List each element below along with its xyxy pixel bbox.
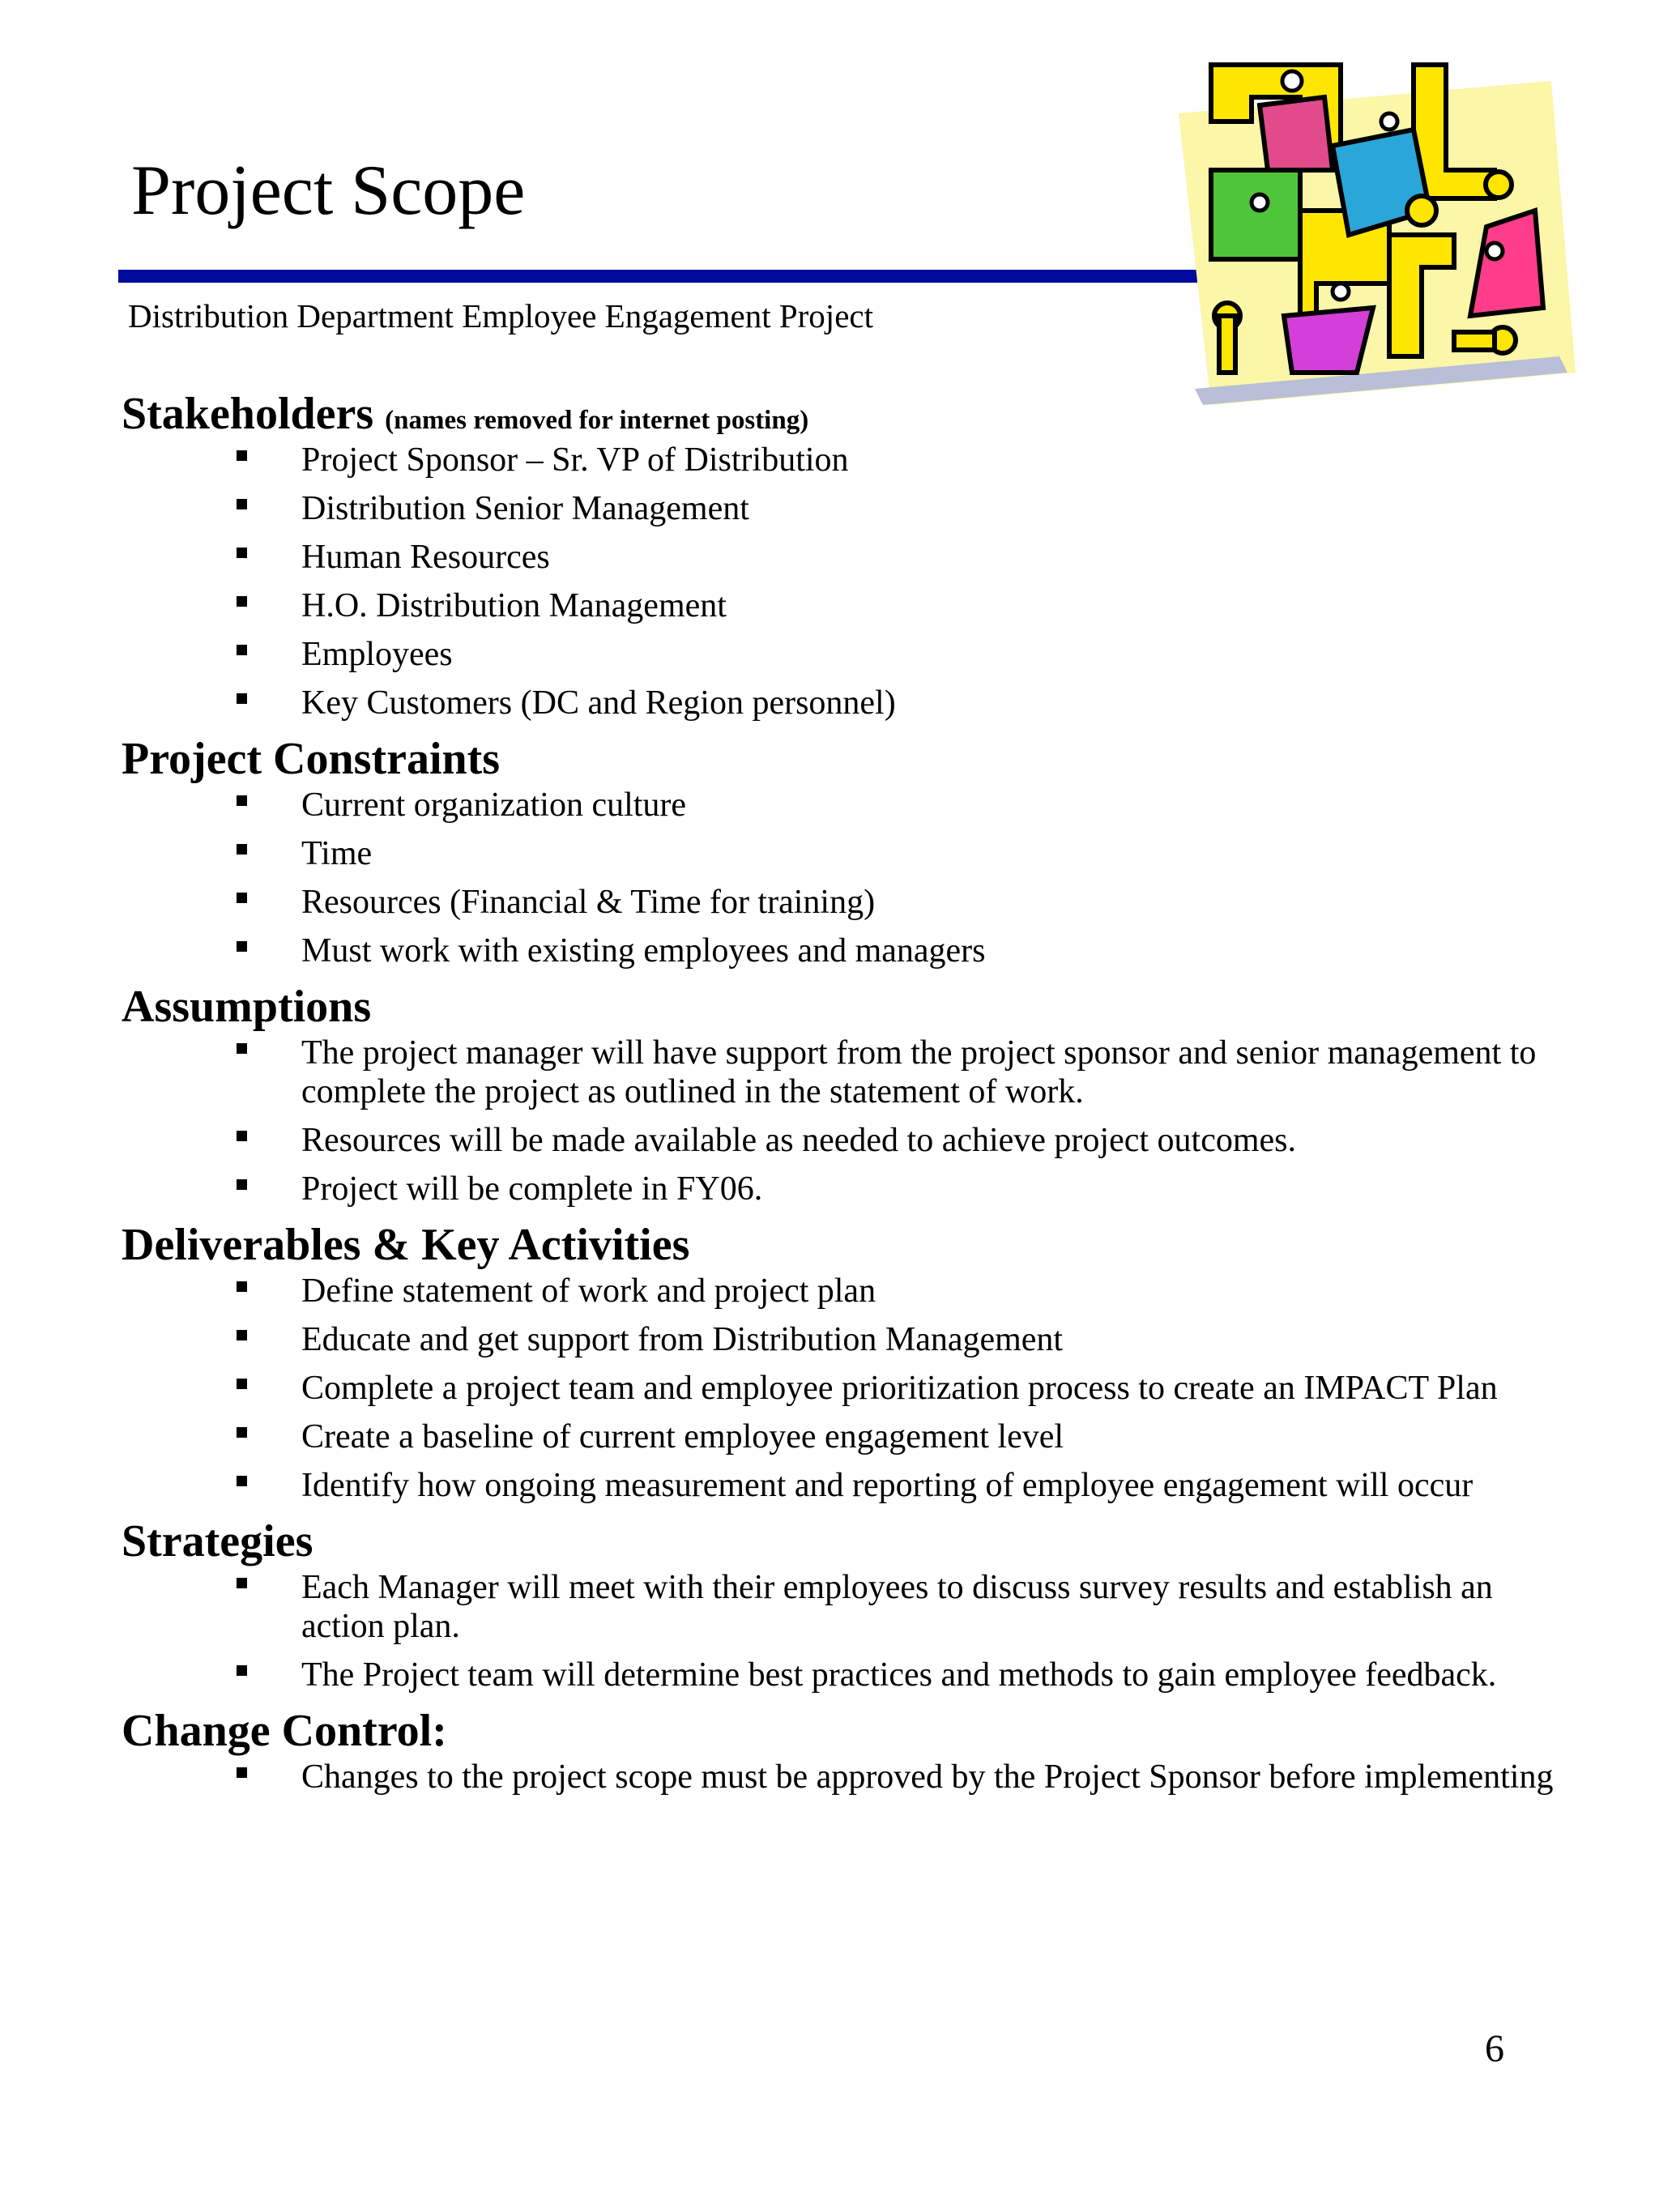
list-item-text: Time <box>301 835 373 873</box>
bullet-list <box>122 1568 1580 1694</box>
list-item-text: Project Sponsor – Sr. VP of Distribution <box>301 441 849 479</box>
list-item <box>122 834 1580 873</box>
square-bullet-icon <box>237 1379 247 1389</box>
list-item <box>122 786 1580 825</box>
square-bullet-icon <box>237 693 247 704</box>
list-item-text: The project manager will have support from the project sponsor and senior management to complete the project as outlined in the statement of work. <box>301 1034 1537 1111</box>
list-item-text: Project will be complete in FY06. <box>301 1170 763 1208</box>
bullet-list <box>122 441 1580 722</box>
list-item <box>122 586 1580 625</box>
list-item-text: Resources will be made available as needed to achieve project outcomes. <box>301 1122 1297 1160</box>
square-bullet-icon <box>237 893 247 903</box>
square-bullet-icon <box>237 645 247 655</box>
section-heading-note: (names removed for internet posting) <box>385 406 809 435</box>
list-item <box>122 441 1580 479</box>
list-item <box>122 1568 1580 1646</box>
list-item <box>122 1121 1580 1160</box>
section-heading: Strategies <box>122 1516 313 1567</box>
list-item-text: Educate and get support from Distribution Management <box>301 1321 1064 1359</box>
list-item-text: Current organization culture <box>301 786 687 825</box>
section-heading: Deliverables & Key Activities <box>122 1220 690 1271</box>
square-bullet-icon <box>237 1043 247 1054</box>
square-bullet-icon <box>237 499 247 509</box>
square-bullet-icon <box>237 1281 247 1292</box>
list-item <box>122 1034 1580 1111</box>
scope-content <box>122 387 1580 1806</box>
square-bullet-icon <box>237 1665 247 1676</box>
list-item-text: Create a baseline of current employee engagement level <box>301 1418 1064 1456</box>
list-item <box>122 883 1580 922</box>
list-item-text: H.O. Distribution Management <box>301 587 727 625</box>
list-item <box>122 684 1580 722</box>
section-heading: Project Constraints <box>122 734 501 785</box>
list-item <box>122 1656 1580 1694</box>
page-subtitle: Distribution Department Employee Engagement Project <box>128 297 873 335</box>
list-item-text: Key Customers (DC and Region personnel) <box>301 684 896 722</box>
square-bullet-icon <box>237 844 247 855</box>
list-item-text: Changes to the project scope must be approved by the Project Sponsor before implementing <box>301 1758 1554 1796</box>
square-bullet-icon <box>237 548 247 558</box>
section-change-control <box>122 1704 1580 1796</box>
list-item <box>122 931 1580 970</box>
list-item <box>122 1466 1580 1505</box>
section-strategies <box>122 1515 1580 1694</box>
list-item-text: The Project team will determine best practices and methods to gain employee feedback. <box>301 1656 1497 1694</box>
section-heading: Assumptions <box>122 982 372 1033</box>
square-bullet-icon <box>237 596 247 607</box>
section-assumptions <box>122 980 1580 1208</box>
page-title: Project Scope <box>131 151 526 230</box>
bullet-list <box>122 1272 1580 1505</box>
list-item-text: Human Resources <box>301 539 550 577</box>
list-item <box>122 538 1580 577</box>
list-item <box>122 635 1580 674</box>
section-deliverables <box>122 1218 1580 1505</box>
square-bullet-icon <box>237 1131 247 1141</box>
section-project-constraints <box>122 732 1580 970</box>
list-item-text: Distribution Senior Management <box>301 490 749 528</box>
list-item-text: Resources (Financial & Time for training) <box>301 884 876 922</box>
bullet-list <box>122 1034 1580 1208</box>
list-item-text: Employees <box>301 636 453 674</box>
list-item-text: Each Manager will meet with their employees to discuss survey results and establish an action plan. <box>301 1569 1493 1646</box>
list-item <box>122 1369 1580 1408</box>
list-item-text: Identify how ongoing measurement and reporting of employee engagement will occur <box>301 1467 1473 1505</box>
list-item-text: Define statement of work and project plan <box>301 1272 876 1311</box>
list-item-text: Must work with existing employees and managers <box>301 932 986 970</box>
square-bullet-icon <box>237 1767 247 1778</box>
list-item <box>122 1272 1580 1311</box>
square-bullet-icon <box>237 1476 247 1486</box>
page-number: 6 <box>1485 2027 1504 2070</box>
square-bullet-icon <box>237 1330 247 1340</box>
list-item <box>122 1758 1580 1796</box>
square-bullet-icon <box>237 1179 247 1190</box>
square-bullet-icon <box>237 941 247 952</box>
section-heading <box>122 387 1580 441</box>
square-bullet-icon <box>237 795 247 806</box>
title-divider <box>118 270 1197 283</box>
section-heading-text: Stakeholders <box>122 389 374 439</box>
list-item <box>122 489 1580 528</box>
bullet-list <box>122 786 1580 970</box>
list-item <box>122 1417 1580 1456</box>
team-puzzle-clipart-icon <box>1179 49 1576 405</box>
square-bullet-icon <box>237 1427 247 1438</box>
section-stakeholders <box>122 387 1580 722</box>
square-bullet-icon <box>237 450 247 461</box>
list-item <box>122 1170 1580 1208</box>
bullet-list <box>122 1758 1580 1796</box>
square-bullet-icon <box>237 1578 247 1588</box>
list-item-text: Complete a project team and employee prioritization process to create an IMPACT Plan <box>301 1370 1498 1408</box>
section-heading: Change Control: <box>122 1706 447 1757</box>
list-item <box>122 1320 1580 1359</box>
